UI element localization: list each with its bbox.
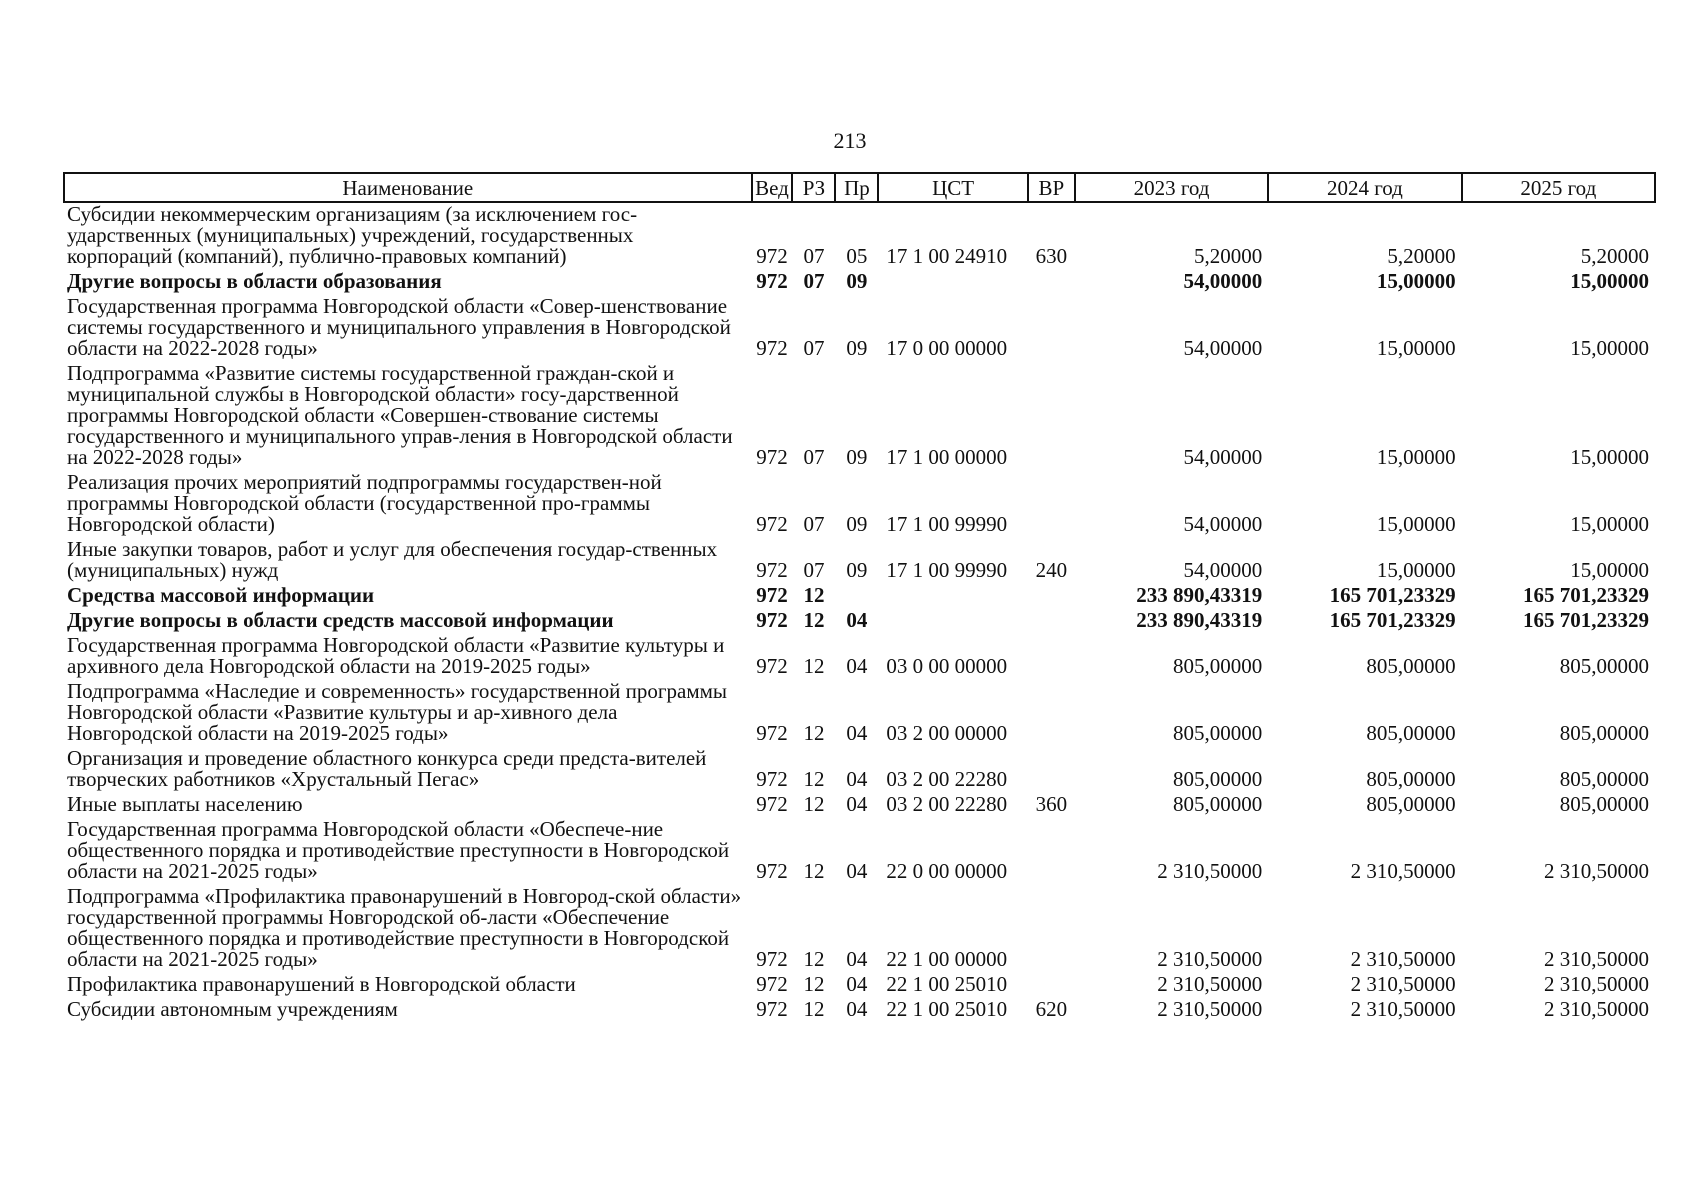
row-cst: 17 0 00 00000 xyxy=(886,336,1008,360)
row-2023: 5,20000 xyxy=(1193,244,1263,268)
row-2024: 805,00000 xyxy=(1366,721,1456,745)
row-rz: 12 xyxy=(803,972,825,996)
row-vr xyxy=(1028,609,1075,634)
row-2023: 233 890,43319 xyxy=(1136,583,1263,607)
row-rz: 07 xyxy=(803,445,825,469)
row-cst: 17 1 00 00000 xyxy=(886,445,1008,469)
row-ved: 972 xyxy=(756,972,788,996)
row-2023: 2 310,50000 xyxy=(1157,997,1263,1021)
row-ved: 972 xyxy=(756,244,788,268)
row-vr xyxy=(1028,584,1075,609)
row-vr xyxy=(1028,747,1075,793)
row-2023: 54,00000 xyxy=(1183,269,1263,293)
row-name: Другие вопросы в области образования xyxy=(67,269,442,293)
row-2024: 15,00000 xyxy=(1376,445,1456,469)
row-cst xyxy=(878,584,1027,609)
row-vr: 240 xyxy=(1035,558,1068,582)
table-row xyxy=(64,747,1655,793)
header-rz: РЗ xyxy=(792,173,835,202)
row-name: Средства массовой информации xyxy=(67,583,375,607)
table-row xyxy=(64,362,1655,471)
row-ved: 972 xyxy=(756,859,788,883)
row-pr: 04 xyxy=(846,792,868,816)
row-vr xyxy=(1028,362,1075,471)
row-ved: 972 xyxy=(756,269,788,293)
row-vr xyxy=(1028,634,1075,680)
row-2025: 805,00000 xyxy=(1559,792,1649,816)
row-pr: 09 xyxy=(846,445,868,469)
row-pr: 05 xyxy=(846,244,868,268)
row-2023: 54,00000 xyxy=(1183,445,1263,469)
row-name: Субсидии автономным учреждениям xyxy=(67,997,398,1021)
row-2024: 15,00000 xyxy=(1376,336,1456,360)
row-2023: 54,00000 xyxy=(1183,558,1263,582)
row-2025: 2 310,50000 xyxy=(1544,859,1649,883)
row-2023: 805,00000 xyxy=(1172,767,1263,791)
row-2024: 805,00000 xyxy=(1366,792,1456,816)
page-number: 213 xyxy=(833,128,867,153)
row-vr xyxy=(1028,680,1075,747)
row-ved: 972 xyxy=(756,997,788,1021)
header-name: Наименование xyxy=(64,173,752,202)
row-rz: 07 xyxy=(803,336,825,360)
row-name: Государственная программа Новгородской области «Обеспече-ние общественного порядка и противодействие преступности в Новгородской области на 2021-2025 годы» xyxy=(67,817,730,883)
header-vr: ВР xyxy=(1028,173,1075,202)
row-name: Субсидии некоммерческим организациям (за исключением гос-ударственных (муниципальных) учреждений, государственных корпораций (компаний), публично-правовых компаний) xyxy=(67,202,638,268)
header-2023: 2023 год xyxy=(1075,173,1268,202)
table-row xyxy=(64,680,1655,747)
table-row xyxy=(64,270,1655,295)
header-ved: Вед xyxy=(752,173,793,202)
row-ved: 972 xyxy=(756,558,788,582)
row-cst: 03 2 00 00000 xyxy=(886,721,1008,745)
row-rz: 07 xyxy=(803,244,825,268)
row-pr: 09 xyxy=(846,512,868,536)
table-row xyxy=(64,818,1655,885)
row-ved: 972 xyxy=(756,583,788,607)
row-cst: 03 2 00 22280 xyxy=(886,767,1008,791)
row-cst: 22 1 00 25010 xyxy=(886,972,1008,996)
row-2025: 805,00000 xyxy=(1559,767,1649,791)
row-pr: 09 xyxy=(846,269,868,293)
row-name: Подпрограмма «Наследие и современность» государственной программы Новгородской области «Развитие культуры и ар-хивного дела Новгородской области на 2019-2025 годы» xyxy=(67,679,728,745)
row-cst: 22 1 00 00000 xyxy=(886,947,1008,971)
row-vr xyxy=(1028,270,1075,295)
table-row xyxy=(64,793,1655,818)
row-pr: 04 xyxy=(846,947,868,971)
row-2023: 233 890,43319 xyxy=(1136,608,1263,632)
row-cst xyxy=(878,270,1027,295)
row-pr: 04 xyxy=(846,608,868,632)
row-vr: 630 xyxy=(1035,244,1068,268)
row-2025: 2 310,50000 xyxy=(1544,947,1649,971)
row-2024: 805,00000 xyxy=(1366,767,1456,791)
table-row xyxy=(64,609,1655,634)
row-pr: 04 xyxy=(846,997,868,1021)
budget-table xyxy=(63,172,1656,1023)
row-cst: 17 1 00 99990 xyxy=(886,558,1008,582)
row-2025: 15,00000 xyxy=(1570,512,1649,536)
row-pr: 04 xyxy=(846,972,868,996)
row-ved: 972 xyxy=(756,947,788,971)
table-row xyxy=(64,295,1655,362)
table-row xyxy=(64,538,1655,584)
row-2024: 5,20000 xyxy=(1387,244,1456,268)
row-rz: 12 xyxy=(803,859,825,883)
table-row xyxy=(64,973,1655,998)
row-vr: 360 xyxy=(1035,792,1068,816)
row-2025: 805,00000 xyxy=(1559,721,1649,745)
row-name: Организация и проведение областного конкурса среди предста-вителей творческих работников «Хрустальный Пегас» xyxy=(67,746,707,791)
table-row xyxy=(64,584,1655,609)
row-rz: 12 xyxy=(803,583,825,607)
table-row xyxy=(64,998,1655,1023)
row-ved: 972 xyxy=(756,792,788,816)
row-vr xyxy=(1028,885,1075,973)
row-vr: 620 xyxy=(1035,997,1068,1021)
row-ved: 972 xyxy=(756,767,788,791)
row-2025: 805,00000 xyxy=(1559,654,1649,678)
row-2025: 15,00000 xyxy=(1570,269,1649,293)
table-row xyxy=(64,634,1655,680)
row-rz: 12 xyxy=(803,947,825,971)
row-pr: 09 xyxy=(846,558,868,582)
row-pr: 04 xyxy=(846,721,868,745)
table-row xyxy=(64,471,1655,538)
header-2024: 2024 год xyxy=(1268,173,1461,202)
row-pr: 04 xyxy=(846,767,868,791)
row-ved: 972 xyxy=(756,512,788,536)
row-pr: 09 xyxy=(846,336,868,360)
table-row xyxy=(64,202,1655,270)
row-name: Иные закупки товаров, работ и услуг для обеспечения государ-ственных (муниципальных) нужд xyxy=(67,537,718,582)
row-2024: 2 310,50000 xyxy=(1350,859,1456,883)
row-2024: 15,00000 xyxy=(1376,269,1456,293)
header-2025: 2025 год xyxy=(1462,173,1655,202)
row-2023: 805,00000 xyxy=(1172,792,1263,816)
row-2023: 2 310,50000 xyxy=(1157,947,1263,971)
row-2023: 805,00000 xyxy=(1172,721,1263,745)
row-2024: 2 310,50000 xyxy=(1350,972,1456,996)
row-2023: 805,00000 xyxy=(1172,654,1263,678)
row-rz: 07 xyxy=(803,558,825,582)
row-pr: 04 xyxy=(846,654,868,678)
row-cst: 03 2 00 22280 xyxy=(886,792,1008,816)
row-vr xyxy=(1028,295,1075,362)
row-rz: 12 xyxy=(803,767,825,791)
row-name: Другие вопросы в области средств массовой информации xyxy=(67,608,614,632)
row-ved: 972 xyxy=(756,336,788,360)
row-name: Подпрограмма «Развитие системы государственной граждан-ской и муниципальной службы в Новгородской области» госу-дарственной программы Новгородской области «Совершен-ствование системы государственного и муниципального управ-ления в Новгородской области на 2022-2028 годы» xyxy=(67,361,733,469)
row-2025: 165 701,23329 xyxy=(1523,583,1649,607)
row-name: Реализация прочих мероприятий подпрограммы государствен-ной программы Новгородской области (государственной про-граммы Новгородской области) xyxy=(67,470,662,536)
header-cst: ЦСТ xyxy=(878,173,1027,202)
table-row xyxy=(64,885,1655,973)
row-ved: 972 xyxy=(756,654,788,678)
row-2023: 54,00000 xyxy=(1183,512,1263,536)
row-vr xyxy=(1028,471,1075,538)
row-rz: 12 xyxy=(803,654,825,678)
row-rz: 12 xyxy=(803,792,825,816)
row-ved: 972 xyxy=(756,445,788,469)
row-cst: 22 0 00 00000 xyxy=(886,859,1008,883)
row-rz: 12 xyxy=(803,721,825,745)
row-rz: 12 xyxy=(803,608,825,632)
row-2025: 15,00000 xyxy=(1570,336,1649,360)
header-pr: Пр xyxy=(835,173,878,202)
row-2023: 2 310,50000 xyxy=(1157,859,1263,883)
row-name: Государственная программа Новгородской области «Совер-шенствование системы государственного и муниципального управления в Новгородской области на 2022-2028 годы» xyxy=(67,294,731,360)
row-2024: 805,00000 xyxy=(1366,654,1456,678)
row-2025: 2 310,50000 xyxy=(1544,972,1649,996)
row-cst: 03 0 00 00000 xyxy=(886,654,1008,678)
row-ved: 972 xyxy=(756,608,788,632)
row-2024: 165 701,23329 xyxy=(1329,583,1456,607)
row-rz: 07 xyxy=(803,512,825,536)
row-rz: 07 xyxy=(803,269,825,293)
row-2024: 2 310,50000 xyxy=(1350,997,1456,1021)
row-cst xyxy=(878,609,1027,634)
row-2024: 15,00000 xyxy=(1376,512,1456,536)
row-pr: 04 xyxy=(846,859,868,883)
row-cst: 17 1 00 99990 xyxy=(886,512,1008,536)
row-name: Иные выплаты населению xyxy=(67,792,303,816)
row-2025: 15,00000 xyxy=(1570,558,1649,582)
row-rz: 12 xyxy=(803,997,825,1021)
row-cst: 17 1 00 24910 xyxy=(886,244,1008,268)
row-2024: 15,00000 xyxy=(1376,558,1456,582)
row-vr xyxy=(1028,973,1075,998)
row-vr xyxy=(1028,818,1075,885)
row-name: Профилактика правонарушений в Новгородской области xyxy=(67,972,576,996)
table-header-row xyxy=(64,173,1655,202)
row-2024: 2 310,50000 xyxy=(1350,947,1456,971)
row-2025: 2 310,50000 xyxy=(1544,997,1649,1021)
row-2025: 15,00000 xyxy=(1570,445,1649,469)
row-2025: 5,20000 xyxy=(1580,244,1649,268)
row-2023: 54,00000 xyxy=(1183,336,1263,360)
row-2024: 165 701,23329 xyxy=(1329,608,1456,632)
row-cst: 22 1 00 25010 xyxy=(886,997,1008,1021)
row-name: Государственная программа Новгородской области «Развитие культуры и архивного дела Новгородской области на 2019-2025 годы» xyxy=(67,633,725,678)
row-2025: 165 701,23329 xyxy=(1523,608,1649,632)
row-name: Подпрограмма «Профилактика правонарушений в Новгород-ской области» государственной программы Новгородской об-ласти «Обеспечение общественного порядка и противодействие преступности в Новгородской области на 2021-2025 годы» xyxy=(67,884,742,971)
row-ved: 972 xyxy=(756,721,788,745)
row-pr xyxy=(835,584,878,609)
row-2023: 2 310,50000 xyxy=(1157,972,1263,996)
